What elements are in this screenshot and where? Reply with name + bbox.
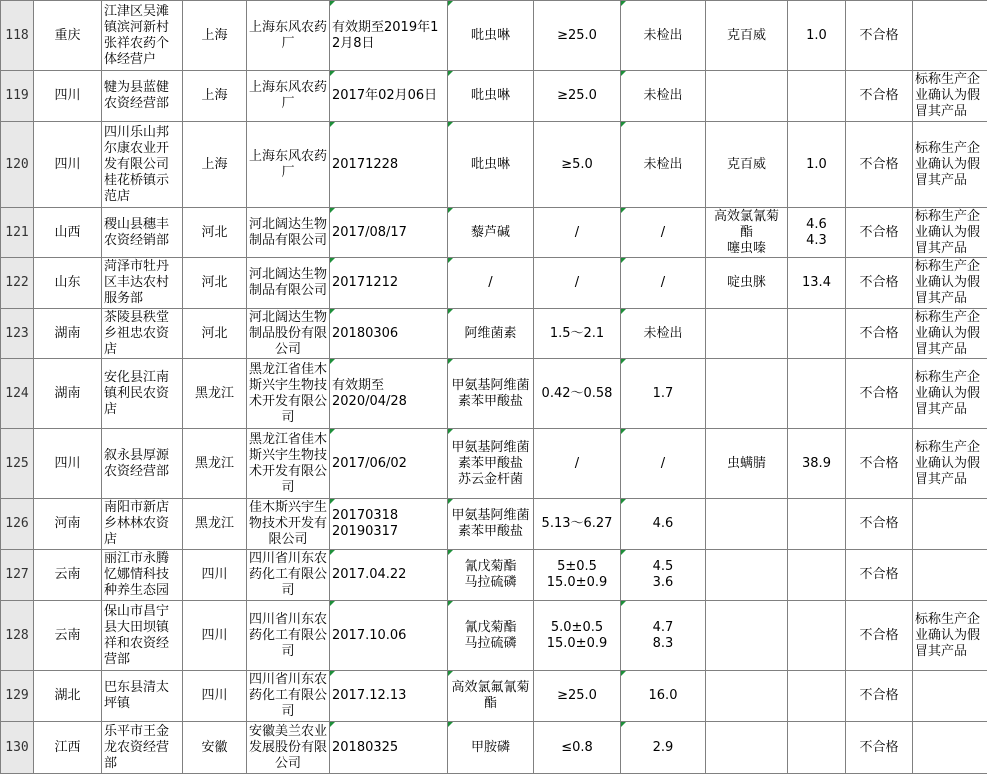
result-cell[interactable]: 不合格 bbox=[846, 550, 913, 601]
standard-value-cell[interactable]: ≥25.0 bbox=[534, 71, 621, 122]
row-number[interactable]: 128 bbox=[1, 601, 34, 671]
production-date-cell[interactable]: 2017/08/17 bbox=[330, 208, 448, 258]
manufacturer-cell[interactable]: 四川省川东农药化工有限公司 bbox=[247, 550, 330, 601]
standard-value-cell[interactable]: ≥25.0 bbox=[534, 671, 621, 722]
table-row bbox=[1, 722, 987, 774]
table-row bbox=[1, 208, 987, 258]
province-cell[interactable]: 云南 bbox=[34, 550, 102, 601]
table-body bbox=[1, 1, 987, 774]
origin-cell[interactable]: 黑龙江 bbox=[183, 359, 247, 429]
origin-cell[interactable]: 安徽 bbox=[183, 722, 247, 774]
table-row bbox=[1, 550, 987, 601]
manufacturer-cell[interactable]: 黑龙江省佳木斯兴宇生物技术开发有限公司 bbox=[247, 359, 330, 429]
standard-value-cell[interactable]: 5.13～6.27 bbox=[534, 499, 621, 550]
result-cell[interactable]: 不合格 bbox=[846, 429, 913, 499]
origin-cell[interactable]: 上海 bbox=[183, 122, 247, 208]
other-ingredient-cell[interactable] bbox=[706, 601, 788, 671]
note-cell[interactable]: 标称生产企业确认为假冒其产品 bbox=[913, 601, 987, 671]
note-cell[interactable] bbox=[913, 1, 987, 71]
ingredient-cell[interactable]: 吡虫啉 bbox=[448, 122, 534, 208]
note-cell[interactable] bbox=[913, 671, 987, 722]
other-ingredient-cell[interactable] bbox=[706, 309, 788, 359]
seller-cell[interactable]: 叙永县厚源农资经营部 bbox=[102, 429, 183, 499]
table-row bbox=[1, 499, 987, 550]
standard-value-cell[interactable]: / bbox=[534, 208, 621, 258]
table-row bbox=[1, 601, 987, 671]
origin-cell[interactable]: 四川 bbox=[183, 671, 247, 722]
note-cell[interactable]: 标称生产企业确认为假冒其产品 bbox=[913, 309, 987, 359]
table-row bbox=[1, 1, 987, 71]
origin-cell[interactable]: 黑龙江 bbox=[183, 429, 247, 499]
standard-value-cell[interactable]: / bbox=[534, 258, 621, 309]
row-number[interactable]: 124 bbox=[1, 359, 34, 429]
standard-value-cell[interactable]: 0.42～0.58 bbox=[534, 359, 621, 429]
other-value-cell[interactable] bbox=[788, 499, 846, 550]
seller-cell[interactable]: 巴东县清太坪镇 bbox=[102, 671, 183, 722]
measured-value-cell[interactable]: 2.9 bbox=[621, 722, 706, 774]
seller-cell[interactable]: 茶陵县秩堂乡祖忠农资店 bbox=[102, 309, 183, 359]
table-row bbox=[1, 671, 987, 722]
other-value-cell[interactable] bbox=[788, 722, 846, 774]
other-ingredient-cell[interactable]: 啶虫脒 bbox=[706, 258, 788, 309]
province-cell[interactable]: 重庆 bbox=[34, 1, 102, 71]
other-value-cell[interactable] bbox=[788, 309, 846, 359]
ingredient-cell[interactable]: 甲氨基阿维菌素苯甲酸盐 bbox=[448, 359, 534, 429]
other-value-cell[interactable] bbox=[788, 71, 846, 122]
row-number[interactable]: 120 bbox=[1, 122, 34, 208]
ingredient-cell[interactable]: 甲胺磷 bbox=[448, 722, 534, 774]
production-date-cell[interactable]: 2017.04.22 bbox=[330, 550, 448, 601]
other-value-cell[interactable] bbox=[788, 359, 846, 429]
other-ingredient-cell[interactable] bbox=[706, 671, 788, 722]
measured-value-cell[interactable]: 未检出 bbox=[621, 1, 706, 71]
standard-value-cell[interactable]: ≥25.0 bbox=[534, 1, 621, 71]
production-date-cell[interactable]: 20180325 bbox=[330, 722, 448, 774]
ingredient-cell[interactable]: 吡虫啉 bbox=[448, 1, 534, 71]
note-cell[interactable]: 标称生产企业确认为假冒其产品 bbox=[913, 258, 987, 309]
seller-cell[interactable]: 安化县江南镇利民农资店 bbox=[102, 359, 183, 429]
ingredient-cell[interactable]: 藜芦碱 bbox=[448, 208, 534, 258]
province-cell[interactable]: 湖北 bbox=[34, 671, 102, 722]
province-cell[interactable]: 江西 bbox=[34, 722, 102, 774]
production-date-cell[interactable]: 有效期至 2020/04/28 bbox=[330, 359, 448, 429]
note-cell[interactable]: 标称生产企业确认为假冒其产品 bbox=[913, 429, 987, 499]
ingredient-cell[interactable]: 吡虫啉 bbox=[448, 71, 534, 122]
measured-value-cell[interactable]: / bbox=[621, 208, 706, 258]
note-cell[interactable] bbox=[913, 550, 987, 601]
origin-cell[interactable]: 河北 bbox=[183, 309, 247, 359]
row-number[interactable]: 125 bbox=[1, 429, 34, 499]
table-row bbox=[1, 359, 987, 429]
ingredient-cell[interactable]: 阿维菌素 bbox=[448, 309, 534, 359]
origin-cell[interactable]: 四川 bbox=[183, 550, 247, 601]
row-number[interactable]: 123 bbox=[1, 309, 34, 359]
row-number[interactable]: 126 bbox=[1, 499, 34, 550]
other-value-cell[interactable] bbox=[788, 550, 846, 601]
seller-cell[interactable]: 稷山县穗丰农资经销部 bbox=[102, 208, 183, 258]
other-value-cell[interactable]: 1.0 bbox=[788, 1, 846, 71]
note-cell[interactable]: 标称生产企业确认为假冒其产品 bbox=[913, 359, 987, 429]
table-row bbox=[1, 309, 987, 359]
origin-cell[interactable]: 上海 bbox=[183, 1, 247, 71]
result-cell[interactable]: 不合格 bbox=[846, 71, 913, 122]
other-ingredient-cell[interactable] bbox=[706, 359, 788, 429]
measured-value-cell[interactable]: / bbox=[621, 429, 706, 499]
production-date-cell[interactable]: 2017/06/02 bbox=[330, 429, 448, 499]
other-ingredient-cell[interactable] bbox=[706, 499, 788, 550]
origin-cell[interactable]: 上海 bbox=[183, 71, 247, 122]
province-cell[interactable]: 四川 bbox=[34, 71, 102, 122]
province-cell[interactable]: 四川 bbox=[34, 429, 102, 499]
province-cell[interactable]: 云南 bbox=[34, 601, 102, 671]
other-ingredient-cell[interactable] bbox=[706, 71, 788, 122]
manufacturer-cell[interactable]: 河北阔达生物制品有限公司 bbox=[247, 258, 330, 309]
province-cell[interactable]: 山东 bbox=[34, 258, 102, 309]
production-date-cell[interactable]: 20180306 bbox=[330, 309, 448, 359]
manufacturer-cell[interactable]: 河北阔达生物制品有限公司 bbox=[247, 208, 330, 258]
province-cell[interactable]: 山西 bbox=[34, 208, 102, 258]
ingredient-cell[interactable]: 高效氯氟氰菊酯 bbox=[448, 671, 534, 722]
production-date-cell[interactable]: 2017年02月06日 bbox=[330, 71, 448, 122]
origin-cell[interactable]: 黑龙江 bbox=[183, 499, 247, 550]
row-number[interactable]: 118 bbox=[1, 1, 34, 71]
note-cell[interactable] bbox=[913, 499, 987, 550]
manufacturer-cell[interactable]: 四川省川东农药化工有限公司 bbox=[247, 601, 330, 671]
measured-value-cell[interactable]: 未检出 bbox=[621, 122, 706, 208]
measured-value-cell[interactable]: 未检出 bbox=[621, 71, 706, 122]
measured-value-cell[interactable]: 4.5 3.6 bbox=[621, 550, 706, 601]
manufacturer-cell[interactable]: 四川省川东农药化工有限公司 bbox=[247, 671, 330, 722]
manufacturer-cell[interactable]: 河北阔达生物制品股份有限公司 bbox=[247, 309, 330, 359]
seller-cell[interactable]: 四川乐山邦尔康农业开发有限公司桂花桥镇示范店 bbox=[102, 122, 183, 208]
table-row bbox=[1, 122, 987, 208]
row-number[interactable]: 119 bbox=[1, 71, 34, 122]
origin-cell[interactable]: 四川 bbox=[183, 601, 247, 671]
seller-cell[interactable]: 乐平市王金龙农资经营部 bbox=[102, 722, 183, 774]
manufacturer-cell[interactable]: 上海东风农药厂 bbox=[247, 122, 330, 208]
other-ingredient-cell[interactable]: 虫螨腈 bbox=[706, 429, 788, 499]
ingredient-cell[interactable]: 氰戊菊酯 马拉硫磷 bbox=[448, 601, 534, 671]
standard-value-cell[interactable]: 5.0±0.5 15.0±0.9 bbox=[534, 601, 621, 671]
measured-value-cell[interactable]: 4.6 bbox=[621, 499, 706, 550]
standard-value-cell[interactable]: 1.5～2.1 bbox=[534, 309, 621, 359]
other-value-cell[interactable]: 38.9 bbox=[788, 429, 846, 499]
ingredient-cell[interactable]: / bbox=[448, 258, 534, 309]
other-ingredient-cell[interactable]: 高效氯氰菊酯 噻虫嗪 bbox=[706, 208, 788, 258]
province-cell[interactable]: 湖南 bbox=[34, 359, 102, 429]
ingredient-cell[interactable]: 甲氨基阿维菌素苯甲酸盐 苏云金杆菌 bbox=[448, 429, 534, 499]
province-cell[interactable]: 湖南 bbox=[34, 309, 102, 359]
manufacturer-cell[interactable]: 黑龙江省佳木斯兴宇生物技术开发有限公司 bbox=[247, 429, 330, 499]
other-value-cell[interactable]: 1.0 bbox=[788, 122, 846, 208]
other-value-cell[interactable]: 4.6 4.3 bbox=[788, 208, 846, 258]
note-cell[interactable]: 标称生产企业确认为假冒其产品 bbox=[913, 208, 987, 258]
row-number[interactable]: 121 bbox=[1, 208, 34, 258]
row-number[interactable]: 129 bbox=[1, 671, 34, 722]
row-number[interactable]: 130 bbox=[1, 722, 34, 774]
result-cell[interactable]: 不合格 bbox=[846, 1, 913, 71]
other-ingredient-cell[interactable]: 克百威 bbox=[706, 1, 788, 71]
result-cell[interactable]: 不合格 bbox=[846, 601, 913, 671]
ingredient-cell[interactable]: 甲氨基阿维菌素苯甲酸盐 bbox=[448, 499, 534, 550]
production-date-cell[interactable]: 有效期至2019年12月8日 bbox=[330, 1, 448, 71]
result-cell[interactable]: 不合格 bbox=[846, 122, 913, 208]
note-cell[interactable] bbox=[913, 722, 987, 774]
measured-value-cell[interactable]: 4.7 8.3 bbox=[621, 601, 706, 671]
manufacturer-cell[interactable]: 安徽美兰农业发展股份有限公司 bbox=[247, 722, 330, 774]
table-row bbox=[1, 429, 987, 499]
note-cell[interactable]: 标称生产企业确认为假冒其产品 bbox=[913, 122, 987, 208]
row-number[interactable]: 127 bbox=[1, 550, 34, 601]
result-cell[interactable]: 不合格 bbox=[846, 309, 913, 359]
measured-value-cell[interactable]: 1.7 bbox=[621, 359, 706, 429]
manufacturer-cell[interactable]: 上海东风农药厂 bbox=[247, 71, 330, 122]
seller-cell[interactable]: 犍为县蓝健农资经营部 bbox=[102, 71, 183, 122]
standard-value-cell[interactable]: ≥5.0 bbox=[534, 122, 621, 208]
result-cell[interactable]: 不合格 bbox=[846, 722, 913, 774]
manufacturer-cell[interactable]: 上海东风农药厂 bbox=[247, 1, 330, 71]
production-date-cell[interactable]: 20171228 bbox=[330, 122, 448, 208]
origin-cell[interactable]: 河北 bbox=[183, 208, 247, 258]
seller-cell[interactable]: 菏泽市牡丹区丰达农村服务部 bbox=[102, 258, 183, 309]
table-row bbox=[1, 71, 987, 122]
table-row bbox=[1, 258, 987, 309]
other-value-cell[interactable]: 13.4 bbox=[788, 258, 846, 309]
result-cell[interactable]: 不合格 bbox=[846, 499, 913, 550]
standard-value-cell[interactable]: ≤0.8 bbox=[534, 722, 621, 774]
other-ingredient-cell[interactable]: 克百威 bbox=[706, 122, 788, 208]
measured-value-cell[interactable]: 16.0 bbox=[621, 671, 706, 722]
result-cell[interactable]: 不合格 bbox=[846, 359, 913, 429]
row-number[interactable]: 122 bbox=[1, 258, 34, 309]
production-date-cell[interactable]: 20171212 bbox=[330, 258, 448, 309]
production-date-cell[interactable]: 2017.10.06 bbox=[330, 601, 448, 671]
result-cell[interactable]: 不合格 bbox=[846, 671, 913, 722]
seller-cell[interactable]: 丽江市永腾忆娜情科技种养生态园 bbox=[102, 550, 183, 601]
province-cell[interactable]: 四川 bbox=[34, 122, 102, 208]
ingredient-cell[interactable]: 氰戊菊酯 马拉硫磷 bbox=[448, 550, 534, 601]
seller-cell[interactable]: 保山市昌宁县大田坝镇祥和农资经营部 bbox=[102, 601, 183, 671]
seller-cell[interactable]: 江津区吴滩镇滨河新村张祥农药个体经营户 bbox=[102, 1, 183, 71]
production-date-cell[interactable]: 2017.12.13 bbox=[330, 671, 448, 722]
production-date-cell[interactable]: 20170318 20190317 bbox=[330, 499, 448, 550]
measured-value-cell[interactable]: / bbox=[621, 258, 706, 309]
other-ingredient-cell[interactable] bbox=[706, 722, 788, 774]
other-ingredient-cell[interactable] bbox=[706, 550, 788, 601]
standard-value-cell[interactable]: / bbox=[534, 429, 621, 499]
manufacturer-cell[interactable]: 佳木斯兴宇生物技术开发有限公司 bbox=[247, 499, 330, 550]
province-cell[interactable]: 河南 bbox=[34, 499, 102, 550]
standard-value-cell[interactable]: 5±0.5 15.0±0.9 bbox=[534, 550, 621, 601]
seller-cell[interactable]: 南阳市新店乡林林农资店 bbox=[102, 499, 183, 550]
origin-cell[interactable]: 河北 bbox=[183, 258, 247, 309]
note-cell[interactable]: 标称生产企业确认为假冒其产品 bbox=[913, 71, 987, 122]
measured-value-cell[interactable]: 未检出 bbox=[621, 309, 706, 359]
other-value-cell[interactable] bbox=[788, 671, 846, 722]
other-value-cell[interactable] bbox=[788, 601, 846, 671]
result-cell[interactable]: 不合格 bbox=[846, 258, 913, 309]
result-cell[interactable]: 不合格 bbox=[846, 208, 913, 258]
